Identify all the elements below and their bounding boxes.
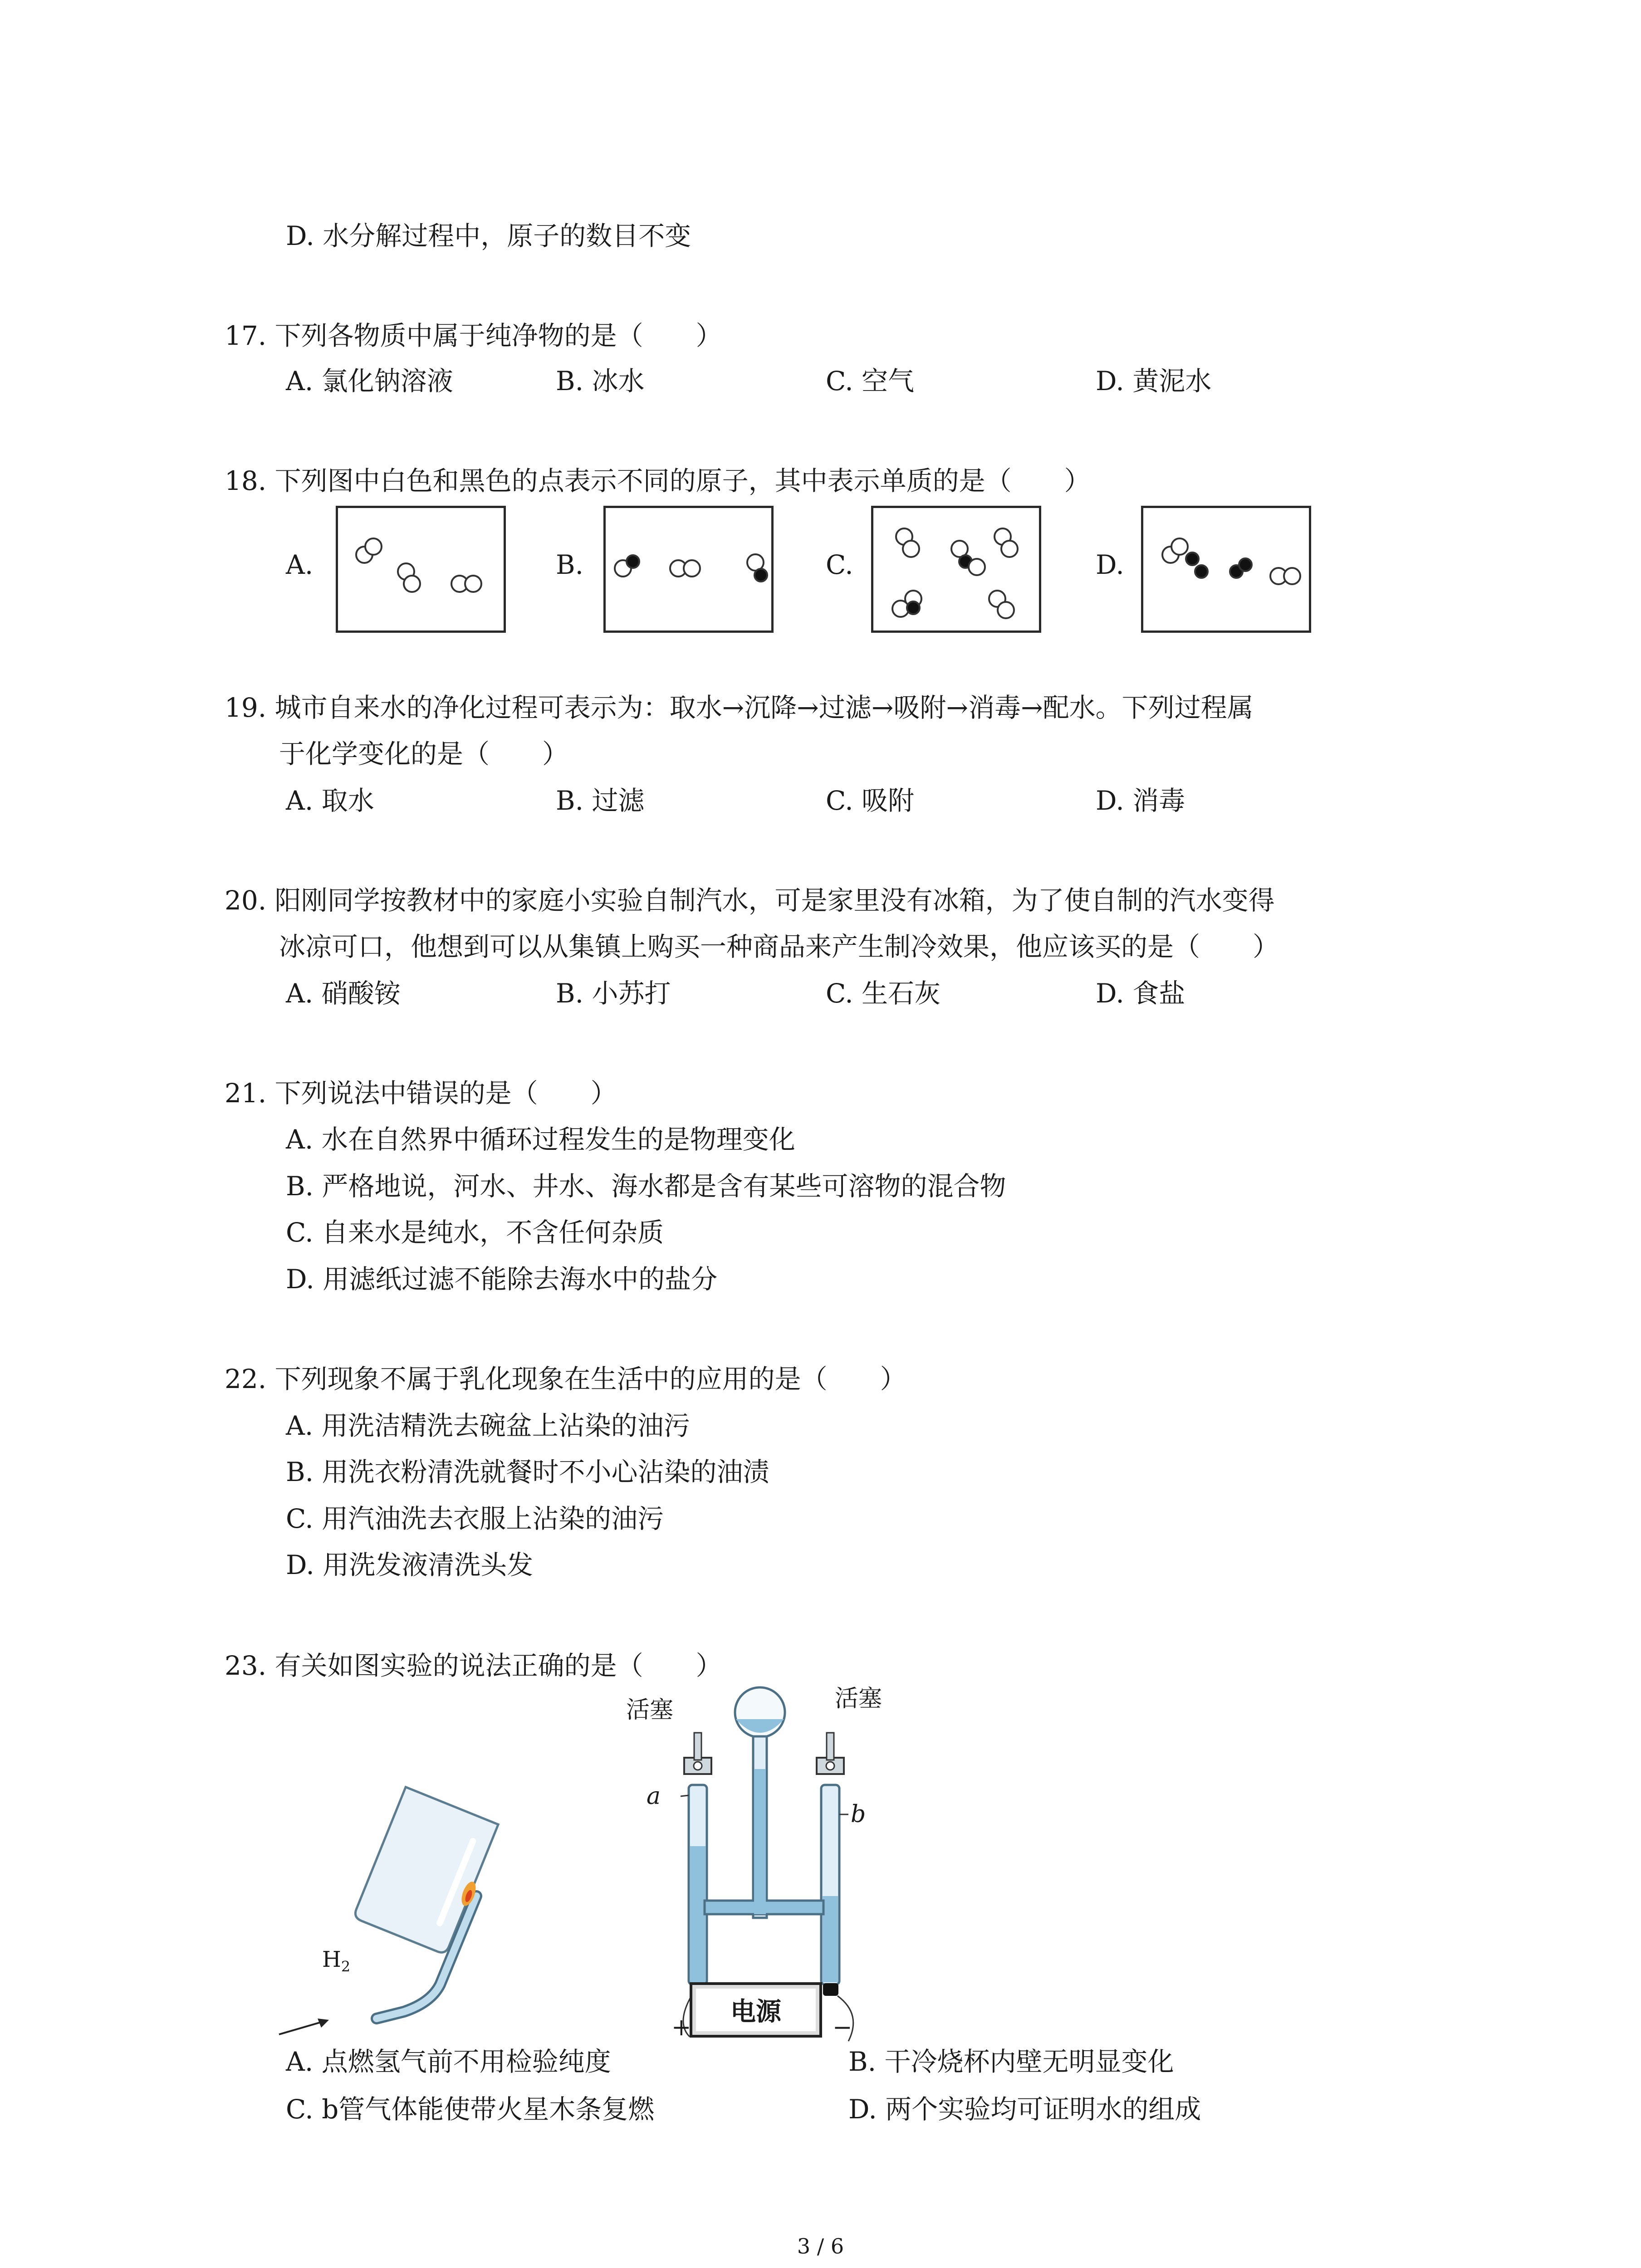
q16-option-d: D. 水分解过程中，原子的数目不变 xyxy=(286,220,691,251)
q18-label-d: D. xyxy=(1096,549,1124,580)
power-supply-label: 电源 xyxy=(730,1997,781,2027)
q22-option-a: A. 用洗洁精洗去碗盆上沾染的油污 xyxy=(286,1410,690,1441)
q18-particles-a xyxy=(338,508,504,631)
q18-particles-d xyxy=(1143,508,1309,631)
q23-option-c: C. b管气体能使带火星木条复燃 xyxy=(286,2094,655,2125)
positive-terminal-label: + xyxy=(671,2014,691,2041)
power-supply-box xyxy=(690,1982,822,2038)
q20-option-b: B. 小苏打 xyxy=(556,978,671,1009)
q17-stem: 17. 下列各物质中属于纯净物的是（ ） xyxy=(225,320,722,351)
q20-stem-line2: 冰凉可口，他想到可以从集镇上购买一种商品来产生制冷效果，他应该买的是（ ） xyxy=(279,931,1279,962)
q21-option-b: B. 严格地说，河水、井水、海水都是含有某些可溶物的混合物 xyxy=(286,1171,1006,1202)
q18-stem: 18. 下列图中白色和黑色的点表示不同的原子，其中表示单质的是（ ） xyxy=(225,465,1091,496)
tube-a-label: a xyxy=(647,1783,661,1810)
hydrogen-combustion-figure xyxy=(272,1783,554,2037)
q20-option-d: D. 食盐 xyxy=(1096,978,1185,1009)
q17-option-d: D. 黄泥水 xyxy=(1096,366,1212,396)
q19-option-a: A. 取水 xyxy=(286,785,374,816)
negative-terminal-label: − xyxy=(833,2014,852,2041)
q22-stem: 22. 下列现象不属于乳化现象在生活中的应用的是（ ） xyxy=(225,1364,906,1394)
electrolysis-apparatus-figure xyxy=(635,1678,889,2032)
q18-label-c: C. xyxy=(826,549,853,580)
q21-option-a: A. 水在自然界中循环过程发生的是物理变化 xyxy=(286,1124,795,1155)
q18-box-a xyxy=(336,506,506,633)
q23-option-d: D. 两个实验均可证明水的组成 xyxy=(848,2094,1201,2125)
q20-option-a: A. 硝酸铵 xyxy=(286,978,401,1009)
q19-option-d: D. 消毒 xyxy=(1096,785,1185,816)
q19-stem-line1: 19. 城市自来水的净化过程可表示为：取水→沉降→过滤→吸附→消毒→配水。下列过程属 xyxy=(225,692,1254,723)
q23-option-b: B. 干冷烧杯内壁无明显变化 xyxy=(848,2046,1174,2077)
q18-label-a: A. xyxy=(286,549,314,580)
q22-option-c: C. 用汽油洗去衣服上沾染的油污 xyxy=(286,1503,664,1534)
q22-option-b: B. 用洗衣粉清洗就餐时不小心沾染的油渍 xyxy=(286,1457,769,1487)
gas-label-h2: $H_2$ xyxy=(322,1947,351,1975)
stopcock-right-label: 活塞 xyxy=(835,1685,882,1712)
q21-stem: 21. 下列说法中错误的是（ ） xyxy=(225,1078,617,1109)
q18-label-b: B. xyxy=(556,549,584,580)
tube-b-label: b xyxy=(851,1801,866,1828)
q18-box-b xyxy=(603,506,774,633)
q17-option-a: A. 氯化钠溶液 xyxy=(286,366,453,396)
q18-particles-c xyxy=(873,508,1039,631)
q19-stem-line2: 于化学变化的是（ ） xyxy=(279,738,569,769)
gas-flow-arrow xyxy=(279,2021,326,2034)
q19-option-b: B. 过滤 xyxy=(556,785,645,816)
q23-stem: 23. 有关如图实验的说法正确的是（ ） xyxy=(225,1650,722,1681)
page-number: 3 / 6 xyxy=(797,2234,844,2258)
q18-box-c xyxy=(871,506,1041,633)
gas-label-subscript: 2 xyxy=(341,1958,351,1975)
q17-option-c: C. 空气 xyxy=(826,366,915,396)
q19-option-c: C. 吸附 xyxy=(826,785,915,816)
stopcock-left-label: 活塞 xyxy=(626,1696,674,1724)
q23-option-a: A. 点燃氢气前不用检验纯度 xyxy=(286,2046,611,2077)
q22-option-d: D. 用洗发液清洗头发 xyxy=(286,1549,534,1580)
q17-option-b: B. 冰水 xyxy=(556,366,645,396)
q21-option-d: D. 用滤纸过滤不能除去海水中的盐分 xyxy=(286,1264,718,1295)
q20-stem-line1: 20. 阳刚同学按教材中的家庭小实验自制汽水，可是家里没有冰箱，为了使自制的汽水变得 xyxy=(225,885,1275,916)
q20-option-c: C. 生石灰 xyxy=(826,978,941,1009)
q18-box-d xyxy=(1141,506,1311,633)
cold-dry-beaker xyxy=(353,1787,498,1955)
q18-particles-b xyxy=(606,508,771,631)
q21-option-c: C. 自来水是纯水，不含任何杂质 xyxy=(286,1217,664,1248)
